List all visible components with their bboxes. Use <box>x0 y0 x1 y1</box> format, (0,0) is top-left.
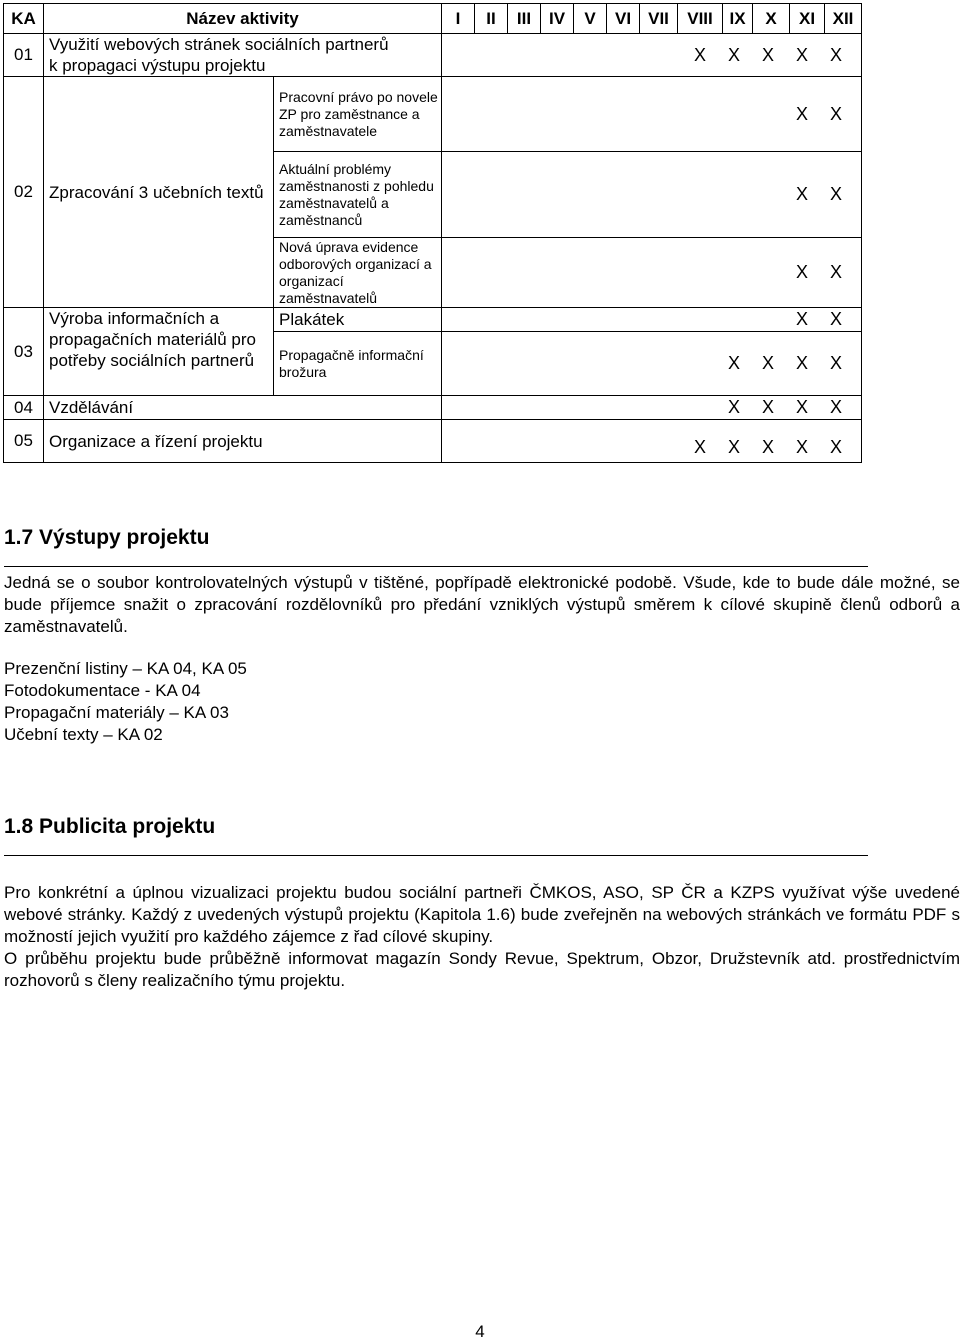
month-mark: X <box>762 353 775 373</box>
ka-number: 03 <box>4 308 44 396</box>
activity-name-line: Využití webových stránek sociálních partnerů <box>49 35 389 54</box>
table-row <box>4 396 862 420</box>
schedule-marks <box>442 396 862 420</box>
header-ka: KA <box>4 4 44 34</box>
table-row <box>4 34 862 77</box>
month-mark: X <box>728 397 741 417</box>
header-month: II <box>475 4 508 34</box>
heading-rule <box>4 566 868 567</box>
header-month: I <box>442 4 475 34</box>
page-number: 4 <box>475 1322 485 1341</box>
schedule-marks <box>442 238 862 308</box>
sub-activity: Aktuální problémy zaměstnanosti z pohledu zaměstnavatelů a zaměstnanců <box>274 152 442 238</box>
list-item: Fotodokumentace - KA 04 <box>4 681 201 700</box>
month-mark: X <box>830 44 843 65</box>
ka-number: 04 <box>4 396 44 420</box>
schedule-marks <box>442 152 862 238</box>
header-activity-name: Název aktivity <box>44 4 442 34</box>
sub-activity: Plakátek <box>274 308 442 332</box>
month-mark: X <box>796 437 809 457</box>
table-row <box>4 77 862 152</box>
header-month: XI <box>790 4 825 34</box>
section-heading: 1.8 Publicita projektu <box>4 815 216 838</box>
table-row <box>4 308 862 332</box>
header-month: VI <box>607 4 640 34</box>
ka-number: 01 <box>4 34 44 77</box>
month-mark: X <box>728 437 741 457</box>
ka-number: 02 <box>4 77 44 308</box>
section-body <box>4 572 960 638</box>
header-month: III <box>508 4 541 34</box>
month-mark: X <box>694 44 707 65</box>
header-month: IX <box>723 4 753 34</box>
paragraph: Jedná se o soubor kontrolovatelných výstupů v tištěné, popřípadě elektronické podobě. Všude, kde to bude dále možné, se bude příjemce snažit o zpracování rozdělovníků pro předání vzniklých výstupů směrem k cílové skupině členů odborů a zaměstnavatelů. <box>4 573 960 636</box>
month-mark: X <box>796 44 809 65</box>
list-item: Učební texty – KA 02 <box>4 725 163 744</box>
table-row <box>4 420 862 463</box>
schedule-marks <box>442 332 862 396</box>
ka-number: 05 <box>4 420 44 463</box>
month-mark: X <box>694 437 707 457</box>
month-mark: X <box>762 437 775 457</box>
schedule-marks <box>442 77 862 152</box>
activity-name: Vzdělávání <box>44 396 442 420</box>
month-mark: X <box>796 309 809 329</box>
sub-activity: Propagačně informační brožura <box>274 332 442 396</box>
section-body <box>4 882 960 992</box>
activity-name-line: k propagaci výstupu projektu <box>49 56 266 75</box>
list-item: Propagační materiály – KA 03 <box>4 703 229 722</box>
month-mark: X <box>762 397 775 417</box>
month-mark: X <box>796 397 809 417</box>
activity-name: Výroba informačních a propagačních materiálů pro potřeby sociálních partnerů <box>44 308 274 396</box>
month-mark: X <box>796 353 809 373</box>
header-month: XII <box>825 4 862 34</box>
month-mark: X <box>830 397 843 417</box>
header-month: VIII <box>678 4 723 34</box>
table-header-row <box>4 4 862 34</box>
activity-name: Zpracování 3 učebních textů <box>44 77 274 308</box>
month-mark: X <box>830 437 843 457</box>
month-mark: X <box>796 262 809 282</box>
month-mark: X <box>830 309 843 329</box>
paragraph: O průběhu projektu bude průběžně informovat magazín Sondy Revue, Spektrum, Obzor, Družstevník atd. prostřednictvím rozhovorů s členy realizačního týmu projektu. <box>4 949 960 990</box>
activity-name: Organizace a řízení projektu <box>44 420 442 463</box>
header-month: IV <box>541 4 574 34</box>
month-mark: X <box>796 103 809 124</box>
list-item: Prezenční listiny – KA 04, KA 05 <box>4 659 247 678</box>
month-mark: X <box>728 44 741 65</box>
month-mark: X <box>830 184 843 204</box>
header-month: V <box>574 4 607 34</box>
month-mark: X <box>830 262 843 282</box>
sub-activity: Pracovní právo po novele ZP pro zaměstnance a zaměstnavatele <box>274 77 442 152</box>
activity-name <box>44 34 442 77</box>
schedule-marks <box>442 420 862 463</box>
month-mark: X <box>728 353 741 373</box>
sub-activity: Nová úprava evidence odborových organizací a organizací zaměstnavatelů <box>274 238 442 308</box>
heading-rule <box>4 855 868 856</box>
header-month: VII <box>640 4 678 34</box>
schedule-marks <box>442 308 862 332</box>
month-mark: X <box>830 353 843 373</box>
paragraph: Pro konkrétní a úplnou vizualizaci projektu budou sociální partneři ČMKOS, ASO, SP ČR a KZPS využívat výše uvedené webové stránky. Každý z uvedených výstupů projektu (Kapitola 1.6) bude zveřejněn na webových stránkách ve formátu PDF s možností jejich využití pro každého zájemce z řad cílové skupiny. <box>4 883 960 946</box>
activity-schedule-table <box>3 3 862 463</box>
schedule-marks <box>442 34 862 77</box>
month-mark: X <box>796 184 809 204</box>
month-mark: X <box>830 103 843 124</box>
outputs-list <box>4 658 960 746</box>
section-heading: 1.7 Výstupy projektu <box>4 526 210 549</box>
header-month: X <box>753 4 790 34</box>
month-mark: X <box>762 44 775 65</box>
